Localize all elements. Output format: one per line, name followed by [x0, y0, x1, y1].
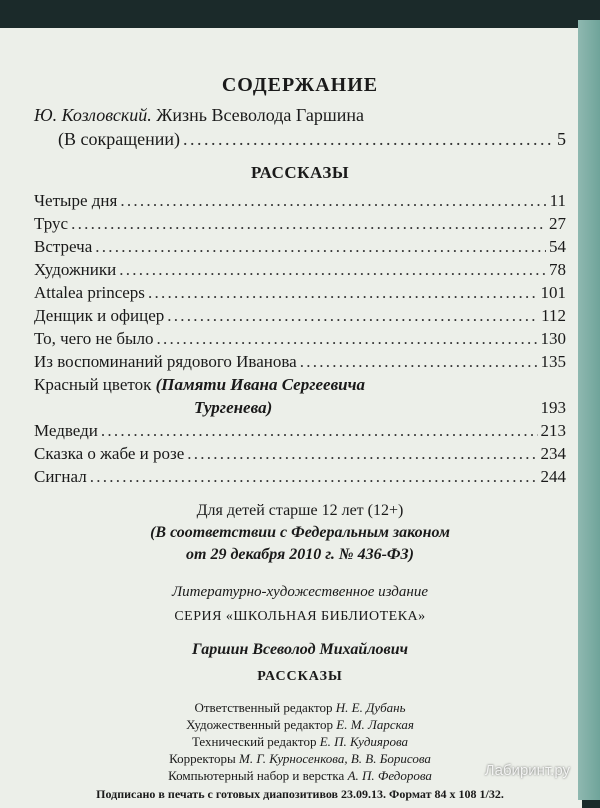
intro-work: Жизнь Всеволода Гаршина: [156, 105, 364, 125]
toc-entry: [34, 281, 566, 304]
entry-page: 130: [540, 329, 566, 348]
credit-name: Н. Е. Дубань: [335, 700, 406, 715]
credit-name: Е. М. Ларская: [336, 717, 414, 732]
entry-title: Attalea princeps: [34, 283, 145, 302]
entry-page: 244: [540, 467, 566, 486]
credit-line: [34, 716, 566, 733]
flower-page: 193: [540, 398, 566, 417]
intro-sub: (В сокращении): [58, 129, 180, 149]
entry-title: Сигнал: [34, 467, 87, 486]
leader-dots: [95, 235, 546, 258]
leader-dots: [148, 281, 538, 304]
entry-title: Встреча: [34, 237, 93, 256]
entry-page: 54: [549, 237, 566, 256]
book-edge: [578, 20, 600, 800]
entry-title: То, чего не было: [34, 329, 154, 348]
intro-sub-entry: [34, 127, 566, 151]
flower-dedication-1: (Памяти Ивана Сергеевича: [155, 375, 366, 394]
entry-page: 234: [540, 444, 566, 463]
credit-line: [34, 733, 566, 750]
credit-role: Корректоры: [169, 751, 236, 766]
age-law-line-1: (В соответствии с Федеральным законом: [150, 524, 450, 541]
page-title: СОДЕРЖАНИЕ: [221, 74, 379, 96]
credit-line: [34, 699, 566, 716]
credit-role: Компьютерный набор и верстка: [168, 768, 345, 783]
intro-page: 5: [557, 129, 566, 149]
book-title: РАССКАЗЫ: [257, 669, 343, 684]
watermark: Лабиринт.ру: [484, 762, 570, 779]
leader-dots: [156, 327, 537, 350]
flower-dedication-2: Тургенева): [194, 398, 273, 417]
leader-dots: [120, 189, 546, 212]
entry-page: 101: [540, 283, 566, 302]
toc-entry: [34, 212, 566, 235]
flower-entry: [34, 373, 566, 396]
toc-entry: [34, 258, 566, 281]
toc-entry: [34, 235, 566, 258]
entry-title: Сказка о жабе и розе: [34, 444, 185, 463]
toc-entry: [34, 350, 566, 373]
leader-dots: [90, 465, 538, 488]
credit-name: М. Г. Курносенкова, В. В. Борисова: [239, 751, 431, 766]
toc-entry: [34, 442, 566, 465]
entry-page: 135: [540, 352, 566, 371]
table-of-contents: [34, 74, 566, 802]
leader-dots: [101, 419, 538, 442]
toc-entry: [34, 189, 566, 212]
credit-name: Е. П. Кудиярова: [319, 734, 409, 749]
stories-list-1: [34, 189, 566, 373]
toc-entry: [34, 327, 566, 350]
leader-dots: [300, 350, 538, 373]
entry-page: 112: [541, 306, 566, 325]
toc-entry: [34, 465, 566, 488]
toc-entry: [34, 304, 566, 327]
section-title: РАССКАЗЫ: [250, 163, 350, 182]
entry-page: 11: [549, 191, 566, 210]
entry-page: 27: [549, 214, 566, 233]
credit-name: А. П. Федорова: [347, 768, 432, 783]
author-full: Гаршин Всеволод Михайлович: [192, 641, 408, 658]
entry-title: Медведи: [34, 421, 98, 440]
leader-dots: [183, 127, 554, 151]
entry-page: 78: [549, 260, 566, 279]
book-page: [0, 28, 582, 808]
author-name: [34, 641, 566, 659]
stories-list-2: [34, 419, 566, 488]
series-line: СЕРИЯ «ШКОЛЬНАЯ БИБЛИОТЕКА»: [174, 609, 426, 624]
print-info: Подписано в печать с готовых диапозитивов 23.09.13. Формат 84 х 108 1/32.: [96, 787, 504, 801]
leader-dots: [71, 212, 546, 235]
leader-dots: [187, 442, 537, 465]
credit-role: Ответственный редактор: [194, 700, 333, 715]
entry-page: 213: [540, 421, 566, 440]
entry-title: Трус: [34, 214, 69, 233]
genre-line: Литературно-художественное издание: [172, 584, 428, 600]
toc-entry: [34, 419, 566, 442]
leader-dots: [167, 304, 538, 327]
intro-entry: [34, 103, 566, 127]
intro-author: Ю. Козловский.: [34, 105, 152, 125]
credit-role: Технический редактор: [191, 734, 317, 749]
credit-role: Художественный редактор: [186, 717, 333, 732]
entry-title: Художники: [34, 260, 117, 279]
leader-dots: [119, 258, 546, 281]
entry-title: Четыре дня: [34, 191, 118, 210]
entry-title: Денщик и офицер: [34, 306, 165, 325]
age-rating: Для детей старше 12 лет (12+): [196, 502, 404, 519]
entry-title: Из воспоминаний рядового Иванова: [34, 352, 297, 371]
flower-title: Красный цветок: [34, 375, 152, 394]
age-law-line-2: от 29 декабря 2010 г. № 436-ФЗ): [186, 546, 414, 563]
flower-entry-cont: [34, 396, 566, 419]
